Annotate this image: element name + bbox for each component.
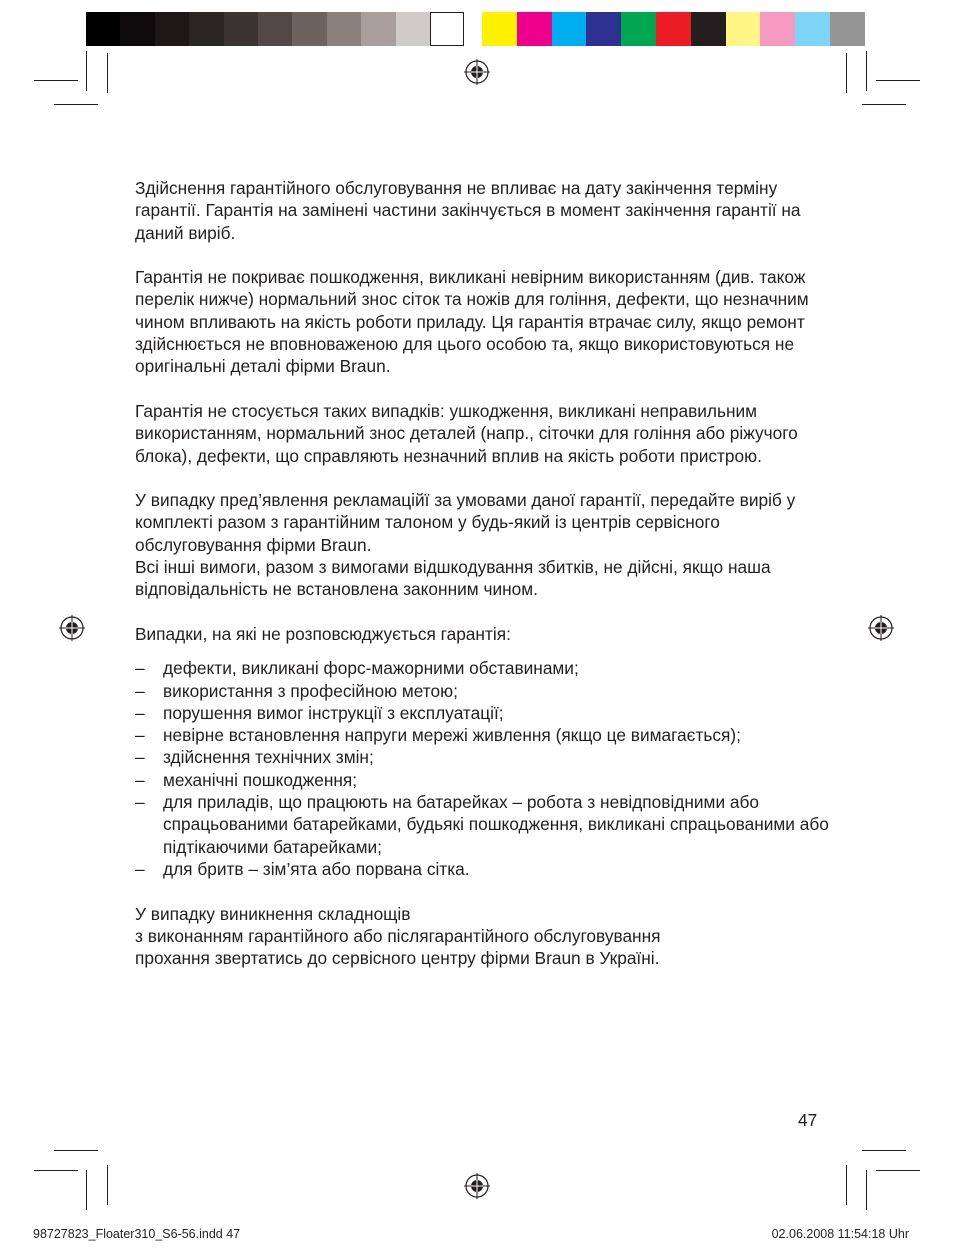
gray-swatch (396, 12, 430, 46)
color-swatch (621, 12, 656, 46)
list-item-text: механічні пошкодження; (163, 769, 358, 790)
color-swatch (795, 12, 830, 46)
list-intro: Випадки, на які не розповсюджується гарантія: (135, 623, 511, 644)
gray-swatch (258, 12, 292, 46)
list-item-text: використання з професійною метою; (163, 680, 458, 701)
registration-mark-icon (464, 59, 490, 85)
gray-swatch (292, 12, 326, 46)
dash-bullet: – (135, 858, 145, 879)
gray-swatch (155, 12, 189, 46)
exclusions-list (135, 657, 835, 880)
color-swatch (760, 12, 795, 46)
list-item-text: невірне встановлення напруги мережі живлення (якщо це вимагається); (163, 725, 741, 746)
list-item (135, 680, 835, 702)
crop-mark (876, 80, 920, 81)
dash-bullet: – (135, 769, 145, 790)
closing-line: прохання звертатись до сервісного центру фірми Braun в Україні. (135, 948, 660, 969)
registration-mark-icon (464, 1173, 490, 1199)
dash-bullet: – (135, 658, 145, 679)
page-number: 47 (798, 1110, 818, 1130)
grayscale-color-bar (86, 12, 464, 46)
dash-bullet: – (135, 680, 145, 701)
gray-swatch (120, 12, 154, 46)
process-color-bar (482, 12, 865, 46)
list-item-text: для приладів, що працюють на батарейках – робота з невідповідними або спрацьованими батарейками, будьякі пошкодження, викликані спрацьованими або підтікаючими батарейками; (163, 792, 829, 857)
crop-mark (862, 1150, 906, 1151)
crop-mark (866, 1170, 867, 1210)
list-item (135, 791, 835, 858)
crop-mark (54, 1150, 98, 1151)
slug-filename: 98727823_Floater310_S6-56.indd 47 (33, 1227, 241, 1241)
crop-mark (54, 104, 98, 105)
color-swatch (830, 12, 865, 46)
list-item (135, 724, 835, 746)
dash-bullet: – (135, 702, 145, 723)
dash-bullet: – (135, 747, 145, 768)
paragraph: Гарантія не покриває пошкодження, викликані невірним використанням (див. також перелік нижче) нормальний знос сіток та ножів для гоління, дефекти, що незначним чином впливають на якість роботи приладу. Ця гарантія втрачає силу, якщо ремонт здійснюється не вповноваженою для цього особою та, якщо використовуються не оригінальні деталі фірми Braun. (135, 267, 809, 377)
color-swatch (586, 12, 621, 46)
crop-mark (862, 104, 906, 105)
gray-swatch (224, 12, 258, 46)
color-swatch (691, 12, 726, 46)
list-item (135, 746, 835, 768)
registration-mark-icon (59, 615, 85, 641)
closing-line: У випадку виникнення складнощів (135, 903, 411, 924)
crop-mark (86, 1170, 87, 1210)
dash-bullet: – (135, 792, 145, 813)
crop-mark (107, 1165, 108, 1205)
slug-timestamp: 02.06.2008 11:54:18 Uhr (771, 1227, 909, 1241)
list-item-text: дефекти, викликані форс-мажорними обставинами; (163, 658, 579, 679)
crop-mark (846, 53, 847, 93)
list-item (135, 858, 835, 880)
gray-swatch (86, 12, 120, 46)
list-item (135, 657, 835, 679)
gray-swatch (327, 12, 361, 46)
color-swatch (656, 12, 691, 46)
paragraph: Гарантія не стосується таких випадків: ушкодження, викликані неправильним використанням, нормальний знос деталей (напр., сіточки для гоління або ріжучого блока), дефекти, що справляють незначний вплив на якість роботи пристрою. (135, 400, 798, 466)
paragraph: Всі інші вимоги, разом з вимогами відшкодування збитків, не дійсні, якщо наша відповідальність не встановлена законним чином. (135, 557, 771, 600)
crop-mark (34, 80, 78, 81)
list-item-text: здійснення технічних змін; (163, 747, 374, 768)
paragraph: У випадку пред’явлення рекламаційї за умовами даної гарантії, передайте виріб у комплекті разом з гарантійним талоном у будь-який із центрів сервісного обслуговування фірми Braun. (135, 490, 796, 555)
crop-mark (866, 51, 867, 91)
closing-line: з виконанням гарантійного або післягарантійного обслуговування (135, 925, 661, 946)
crop-mark (86, 51, 87, 91)
color-swatch (552, 12, 587, 46)
list-item-text: для бритв – зім’ята або порвана сітка. (163, 858, 470, 879)
crop-mark (107, 53, 108, 93)
color-swatch (517, 12, 552, 46)
registration-mark-icon (868, 615, 894, 641)
gray-swatch (361, 12, 395, 46)
crop-mark (846, 1165, 847, 1205)
list-item (135, 769, 835, 791)
gray-swatch (430, 12, 464, 46)
gray-swatch (189, 12, 223, 46)
crop-mark (876, 1170, 920, 1171)
warranty-text (135, 177, 835, 969)
list-item (135, 702, 835, 724)
color-swatch (726, 12, 761, 46)
dash-bullet: – (135, 725, 145, 746)
crop-mark (34, 1170, 78, 1171)
list-item-text: порушення вимог інструкції з експлуатації; (163, 702, 504, 723)
paragraph: Здійснення гарантійного обслуговування не впливає на дату закінчення терміну гарантії. Гарантія на замінені частини закінчується в момент закінчення гарантії на даний виріб. (135, 178, 801, 243)
color-swatch (482, 12, 517, 46)
